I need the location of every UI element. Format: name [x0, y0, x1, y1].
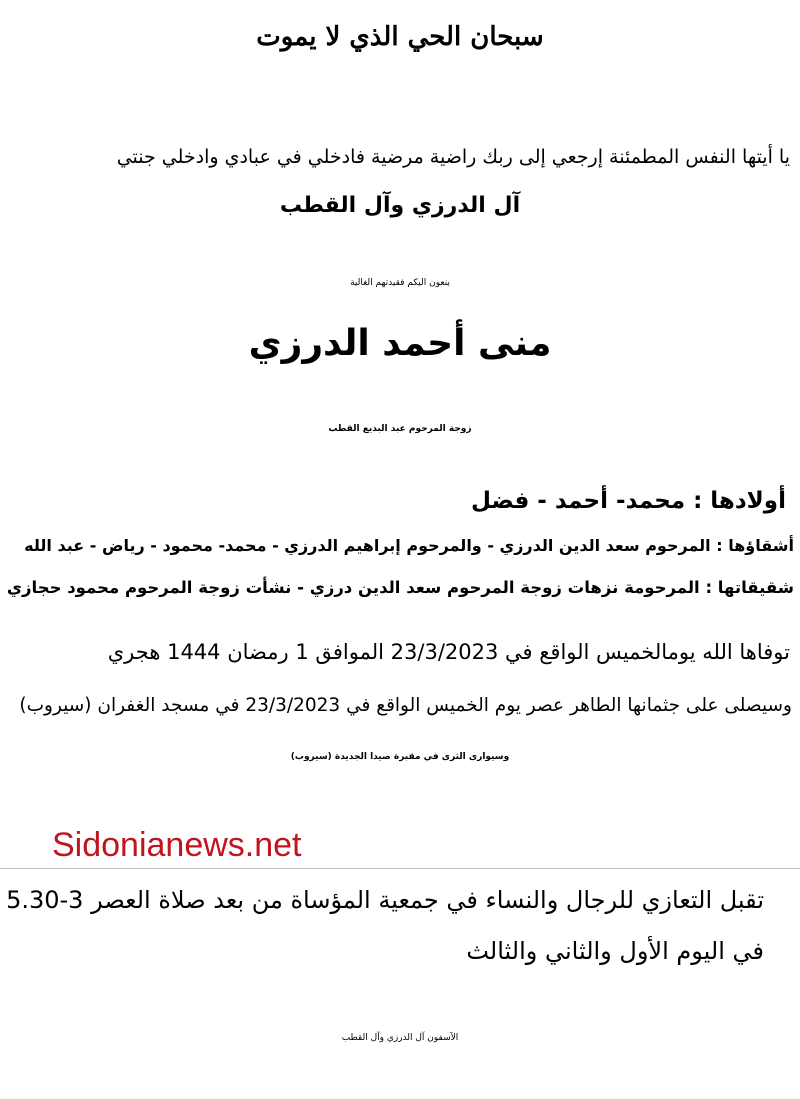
- announcement-line: ينعون اليكم فقيدتهم الغالية: [350, 278, 450, 288]
- calligraphy-header: سبحان الحي الذي لا يموت: [256, 22, 544, 52]
- condolences-line: تقبل التعازي للرجال والنساء في جمعية المؤساة من بعد صلاة العصر 3-5.30: [6, 886, 764, 914]
- death-date-line: توفاها الله يومالخميس الواقع في 23/3/2023 الموافق 1 رمضان 1444 هجري: [107, 640, 790, 664]
- burial-line: وسيوارى الثرى في مقبرة صيدا الجديدة (سيروب): [290, 752, 510, 762]
- mourners-line: الآسفون آل الدرزي وآل القطب: [341, 1033, 459, 1043]
- brothers-line: أشقاؤها : المرحوم سعد الدين الدرزي - والمرحوم إبراهيم الدرزي - محمد- محمود - رياض - عبد الله: [24, 536, 794, 555]
- sisters-line: شقيقاتها : المرحومة نزهات زوجة المرحوم سعد الدين درزي - نشأت زوجة المرحوم محمود حجازي: [6, 578, 794, 597]
- section-divider: [0, 868, 800, 869]
- deceased-name: منى أحمد الدرزي: [248, 323, 552, 364]
- children-line: أولادها : محمد- أحمد - فضل: [471, 488, 786, 514]
- quran-verse: يا أيتها النفس المطمئنة إرجعي إلى ربك راضية مرضية فادخلي في عبادي وادخلي جنتي: [116, 146, 790, 168]
- funeral-prayer-line: وسيصلى على جثمانها الطاهر عصر يوم الخميس الواقع في 23/3/2023 في مسجد الغفران (سيروب): [19, 695, 792, 716]
- families-title: آل الدرزي وآل القطب: [279, 193, 521, 218]
- condolence-days-line: في اليوم الأول والثاني والثالث: [466, 937, 764, 965]
- site-watermark: Sidonianews.net: [52, 826, 302, 864]
- spouse-line: زوجة المرحوم عبد البديع القطب: [328, 424, 472, 434]
